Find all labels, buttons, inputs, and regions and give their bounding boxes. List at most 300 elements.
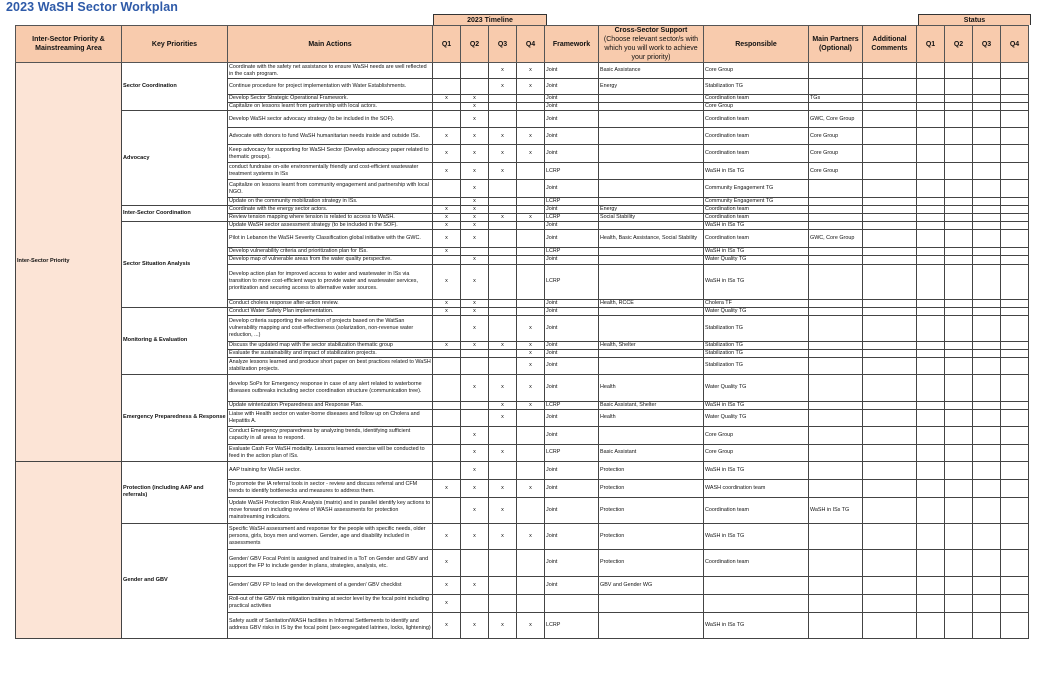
status-q3-cell [973,230,1001,248]
status-q2-cell [945,349,973,357]
status-q4-cell [1001,206,1029,214]
main-action-cell: Update winterization Preparedness and Response Plan. [228,401,433,409]
framework-cell: LCRP [545,248,599,256]
timeline-q3-cell: x [489,374,517,401]
main-action-cell: Update WaSH Protection Risk Analysis (matrix) and in parallel identify key actions to move forward on including review of WASH assessments for protection mainstreaming indicators. [228,497,433,523]
status-q3-cell [973,479,1001,497]
responsible-cell: Stabilization TG [704,357,809,374]
area-cell [16,461,122,638]
timeline-q1-cell [433,349,461,357]
responsible-cell: Core Group [704,426,809,444]
status-q2-cell [945,576,973,594]
timeline-q2-cell: x [461,163,489,180]
cross-sector-cell [599,145,704,163]
timeline-q2-cell [461,63,489,79]
status-q4-cell [1001,357,1029,374]
status-q1-cell [917,374,945,401]
responsible-cell: Community Engagement TG [704,180,809,198]
responsible-cell: Cholera TF [704,299,809,307]
cross-sector-cell [599,95,704,103]
main-partners-cell [809,198,863,206]
cross-sector-cell: Health [599,374,704,401]
timeline-q2-cell: x [461,264,489,299]
table-row [16,307,1029,315]
timeline-q3-cell [489,103,517,111]
additional-comments-cell [863,214,917,222]
main-partners-cell [809,401,863,409]
status-q4-cell [1001,256,1029,264]
timeline-q3-cell [489,95,517,103]
status-q4-cell [1001,409,1029,426]
status-q1-cell [917,180,945,198]
framework-cell: LCRP [545,264,599,299]
main-partners-cell [809,79,863,95]
status-q2-cell [945,374,973,401]
main-partners-cell [809,349,863,357]
main-action-cell: Liaise with Health sector on water-borne diseases and follow up on Cholera and Hepatitis A. [228,409,433,426]
main-partners-cell [809,206,863,214]
timeline-q4-cell: x [517,63,545,79]
additional-comments-cell [863,256,917,264]
responsible-cell: Coordination team [704,214,809,222]
status-q2-cell [945,145,973,163]
status-q1-cell [917,299,945,307]
status-q1-cell [917,523,945,549]
status-q4-cell [1001,145,1029,163]
framework-cell: LCRP [545,163,599,180]
main-partners-cell [809,594,863,612]
timeline-q4-cell: x [517,612,545,638]
timeline-q4-cell [517,497,545,523]
timeline-q4-cell [517,180,545,198]
status-q1-cell [917,256,945,264]
timeline-q4-cell: x [517,79,545,95]
status-q2-cell [945,248,973,256]
timeline-q3-cell: x [489,79,517,95]
timeline-q1-cell [433,198,461,206]
status-q3-cell [973,307,1001,315]
status-q3-cell [973,198,1001,206]
status-q2-cell [945,299,973,307]
timeline-q1-cell [433,426,461,444]
cross-sector-cell [599,198,704,206]
additional-comments-cell [863,576,917,594]
additional-comments-cell [863,401,917,409]
status-q4-cell [1001,180,1029,198]
additional-comments-cell [863,198,917,206]
timeline-q3-cell [489,111,517,128]
timeline-q3-cell: x [489,409,517,426]
timeline-q4-cell [517,409,545,426]
header-framework: Framework [545,26,599,63]
timeline-q1-cell: x [433,230,461,248]
status-q3-cell [973,222,1001,230]
framework-cell: Joint [545,461,599,479]
timeline-q1-cell: x [433,612,461,638]
additional-comments-cell [863,497,917,523]
status-q3-cell [973,576,1001,594]
status-q2-cell [945,401,973,409]
status-q4-cell [1001,198,1029,206]
responsible-cell: WaSH in ISs TG [704,248,809,256]
status-q3-cell [973,349,1001,357]
timeline-q2-cell [461,409,489,426]
main-action-cell: Conduct Emergency preparedness by analyzing trends, identifying sufficient capacity in all areas to respond. [228,426,433,444]
cross-sector-cell [599,349,704,357]
timeline-q4-cell [517,264,545,299]
status-q4-cell [1001,163,1029,180]
framework-cell: Joint [545,357,599,374]
cross-sector-cell [599,248,704,256]
timeline-q1-cell [433,315,461,341]
responsible-cell [704,594,809,612]
status-q2-cell [945,612,973,638]
cross-sector-cell: Basic Assistant [599,444,704,461]
status-q2-cell [945,103,973,111]
timeline-q3-cell [489,264,517,299]
status-q4-cell [1001,444,1029,461]
cross-sector-cell: GBV and Gender WG [599,576,704,594]
status-q3-cell [973,214,1001,222]
additional-comments-cell [863,128,917,145]
timeline-q1-cell: x [433,549,461,576]
timeline-q1-cell: x [433,145,461,163]
responsible-cell: WaSH in ISs TG [704,401,809,409]
additional-comments-cell [863,307,917,315]
status-q3-cell [973,594,1001,612]
status-q2-cell [945,594,973,612]
status-q3-cell [973,426,1001,444]
responsible-cell: Coordination team [704,206,809,214]
status-q2-cell [945,222,973,230]
framework-cell: Joint [545,63,599,79]
cross-sector-cell: Protection [599,497,704,523]
timeline-q1-cell [433,409,461,426]
timeline-q2-cell: x [461,307,489,315]
timeline-q3-cell: x [489,479,517,497]
timeline-q1-cell: x [433,222,461,230]
main-action-cell: Develop vulnerability criteria and prioritization plan for ISs. [228,248,433,256]
timeline-q1-cell [433,256,461,264]
timeline-q1-cell [433,444,461,461]
timeline-q3-cell [489,461,517,479]
status-q4-cell [1001,341,1029,349]
status-q2-cell [945,341,973,349]
timeline-q2-cell: x [461,426,489,444]
framework-cell: Joint [545,349,599,357]
status-q4-cell [1001,349,1029,357]
main-partners-cell [809,256,863,264]
timeline-q3-cell [489,315,517,341]
additional-comments-cell [863,248,917,256]
page-title: 2023 WaSH Sector Workplan [6,0,179,14]
status-q1-cell [917,248,945,256]
status-q4-cell [1001,103,1029,111]
timeline-q2-cell: x [461,145,489,163]
main-action-cell: Advocate with donors to fund WaSH humanitarian needs inside and outside ISs. [228,128,433,145]
timeline-q3-cell [489,222,517,230]
main-action-cell: Develop criteria supporting the selection of projects based on the WatSan vulnerability mapping and cost-effectiveness (solarization, non-revenue water reduction, ...) [228,315,433,341]
header-row [16,26,1029,63]
timeline-q3-cell [489,307,517,315]
status-q2-cell [945,264,973,299]
timeline-q3-cell: x [489,401,517,409]
timeline-q2-cell: x [461,479,489,497]
status-q2-cell [945,206,973,214]
timeline-q2-cell [461,248,489,256]
status-q2-cell [945,357,973,374]
status-q1-cell [917,222,945,230]
cross-sector-cell [599,357,704,374]
header-responsible: Responsible [704,26,809,63]
main-action-cell: Gender/ GBV Focal Point is assigned and trained in a ToT on Gender and GBV and support the FP to include gender in plans, strategies, analysis, etc. [228,549,433,576]
status-q1-cell [917,409,945,426]
main-action-cell: Conduct Water Safety Plan implementation. [228,307,433,315]
timeline-q2-cell: x [461,206,489,214]
timeline-q4-cell [517,103,545,111]
status-q2-cell [945,163,973,180]
additional-comments-cell [863,111,917,128]
status-q3-cell [973,103,1001,111]
status-q3-cell [973,145,1001,163]
cross-sector-cell: Health, Shelter [599,341,704,349]
additional-comments-cell [863,461,917,479]
timeline-q1-cell [433,180,461,198]
timeline-q4-cell: x [517,128,545,145]
timeline-q4-cell [517,426,545,444]
main-action-cell: conduct fundraise on-site environmentally friendly and cost-efficient wastewater treatment systems in ISs [228,163,433,180]
timeline-q1-cell: x [433,299,461,307]
status-q4-cell [1001,612,1029,638]
main-partners-cell: Core Group [809,163,863,180]
timeline-q3-cell [489,198,517,206]
timeline-q2-cell: x [461,95,489,103]
main-partners-cell [809,341,863,349]
timeline-q4-cell: x [517,145,545,163]
status-q3-cell [973,180,1001,198]
cross-sector-cell: Basic Assistant, Shelter [599,401,704,409]
additional-comments-cell [863,357,917,374]
status-q2-cell [945,479,973,497]
responsible-cell: Water Quality TG [704,307,809,315]
main-action-cell: Evaluate the sustainability and impact of stabilization projects. [228,349,433,357]
status-q1-cell [917,111,945,128]
responsible-cell: WaSH in ISs TG [704,163,809,180]
framework-cell: Joint [545,479,599,497]
responsible-cell: Stabilization TG [704,349,809,357]
timeline-q1-cell: x [433,128,461,145]
timeline-q3-cell [489,349,517,357]
framework-cell: LCRP [545,198,599,206]
timeline-q1-cell [433,461,461,479]
cross-sector-cell: Basic Assistance [599,63,704,79]
responsible-cell: Stabilization TG [704,79,809,95]
timeline-q2-cell: x [461,315,489,341]
main-partners-cell [809,374,863,401]
additional-comments-cell [863,315,917,341]
main-partners-cell [809,461,863,479]
timeline-q4-cell [517,461,545,479]
framework-cell: Joint [545,315,599,341]
cross-sector-cell: Health [599,409,704,426]
header-main-partners: Main Partners (Optional) [809,26,863,63]
status-q2-cell [945,426,973,444]
additional-comments-cell [863,145,917,163]
status-q2-cell [945,523,973,549]
main-partners-cell [809,264,863,299]
cross-sector-cell [599,264,704,299]
cross-sector-cell [599,163,704,180]
status-q4-cell [1001,523,1029,549]
status-q2-cell [945,409,973,426]
timeline-q4-cell: x [517,374,545,401]
status-q4-cell [1001,214,1029,222]
cross-sector-cell [599,180,704,198]
framework-cell: Joint [545,103,599,111]
timeline-q3-cell [489,549,517,576]
cross-sector-cell [599,111,704,128]
main-partners-cell: GWC, Core Group [809,111,863,128]
additional-comments-cell [863,374,917,401]
timeline-q4-cell [517,576,545,594]
timeline-q3-cell [489,299,517,307]
timeline-q2-cell: x [461,612,489,638]
cross-sector-cell [599,128,704,145]
table-row [16,461,1029,479]
responsible-cell: Stabilization TG [704,315,809,341]
main-partners-cell: Core Group [809,128,863,145]
main-action-cell: Keep advocacy for supporting for WaSH Sector (Develop advocacy paper related to thematic groups). [228,145,433,163]
timeline-q1-cell [433,63,461,79]
cross-sector-cell [599,103,704,111]
status-q2-cell [945,198,973,206]
status-q2-cell [945,180,973,198]
responsible-cell: Water Quality TG [704,374,809,401]
timeline-q1-cell: x [433,307,461,315]
header-area: Inter-Sector Priority & Mainstreaming Area [16,26,122,63]
main-partners-cell [809,180,863,198]
additional-comments-cell [863,79,917,95]
main-action-cell: Conduct cholera response after-action review. [228,299,433,307]
timeline-q2-cell: x [461,341,489,349]
status-q3-cell [973,63,1001,79]
framework-cell: Joint [545,222,599,230]
status-q1-cell [917,444,945,461]
timeline-q2-cell: x [461,222,489,230]
timeline-q1-cell [433,79,461,95]
header-main-actions: Main Actions [228,26,433,63]
timeline-q1-cell [433,357,461,374]
timeline-q4-cell [517,549,545,576]
status-q3-cell [973,357,1001,374]
framework-cell: LCRP [545,401,599,409]
timeline-q4-cell [517,95,545,103]
framework-cell: Joint [545,299,599,307]
framework-cell: Joint [545,111,599,128]
table-row [16,206,1029,214]
key-priority-cell: Sector Situation Analysis [122,222,228,307]
framework-cell: Joint [545,374,599,401]
status-q2-cell [945,214,973,222]
timeline-q2-cell: x [461,497,489,523]
status-q3-cell [973,612,1001,638]
key-priority-cell: Gender and GBV [122,523,228,638]
status-group-header: Status [918,14,1031,25]
main-action-cell: Safety audit of Sanitation/WASH facilities in Informal Settlements to identify and address GBV risks in IS by the focal point (sex-segregated latrines, locks, lightening) [228,612,433,638]
timeline-q2-cell: x [461,461,489,479]
cross-sector-cell [599,426,704,444]
status-q1-cell [917,103,945,111]
framework-cell: Joint [545,549,599,576]
main-partners-cell [809,479,863,497]
status-q1-cell [917,349,945,357]
main-action-cell: AAP training for WaSH sector. [228,461,433,479]
header-timeline-q2: Q2 [461,26,489,63]
additional-comments-cell [863,349,917,357]
timeline-q2-cell: x [461,523,489,549]
key-priority-cell: Inter-Sector Coordination [122,206,228,222]
timeline-q3-cell: x [489,63,517,79]
main-action-cell: Pilot in Lebanon the WaSH Severity Classification global initiative with the GWC. [228,230,433,248]
status-q3-cell [973,444,1001,461]
main-partners-cell [809,444,863,461]
status-q3-cell [973,95,1001,103]
timeline-q4-cell [517,248,545,256]
timeline-q4-cell [517,198,545,206]
status-q2-cell [945,95,973,103]
status-q3-cell [973,128,1001,145]
timeline-q2-cell [461,349,489,357]
main-action-cell: Gender/ GBV FP to lead on the development of a gender/ GBV checklist [228,576,433,594]
timeline-q4-cell [517,163,545,180]
status-q1-cell [917,307,945,315]
timeline-q3-cell: x [489,497,517,523]
main-partners-cell [809,357,863,374]
cross-sector-cell [599,256,704,264]
timeline-q3-cell [489,357,517,374]
status-q1-cell [917,576,945,594]
table-row [16,63,1029,79]
timeline-q1-cell: x [433,163,461,180]
framework-cell: Joint [545,206,599,214]
responsible-cell: Water Quality TG [704,409,809,426]
status-q4-cell [1001,576,1029,594]
cross-sector-cell: Energy [599,206,704,214]
status-q2-cell [945,128,973,145]
timeline-q2-cell [461,79,489,95]
timeline-q2-cell: x [461,128,489,145]
status-q3-cell [973,264,1001,299]
timeline-q2-cell: x [461,198,489,206]
header-timeline-q1: Q1 [433,26,461,63]
cross-sector-cell: Protection [599,479,704,497]
status-q4-cell [1001,230,1029,248]
additional-comments-cell [863,264,917,299]
additional-comments-cell [863,409,917,426]
timeline-q4-cell: x [517,315,545,341]
framework-cell [545,594,599,612]
timeline-q4-cell: x [517,357,545,374]
main-action-cell: Capitalize on lessons learnt from community engagement and partnership with local NGO. [228,180,433,198]
header-timeline-q3: Q3 [489,26,517,63]
responsible-cell: Core Group [704,444,809,461]
cross-sector-cell: Social Stability [599,214,704,222]
status-q3-cell [973,248,1001,256]
timeline-q3-cell [489,206,517,214]
status-q3-cell [973,549,1001,576]
key-priority-cell: Sector Coordination [122,63,228,111]
timeline-q4-cell: x [517,479,545,497]
